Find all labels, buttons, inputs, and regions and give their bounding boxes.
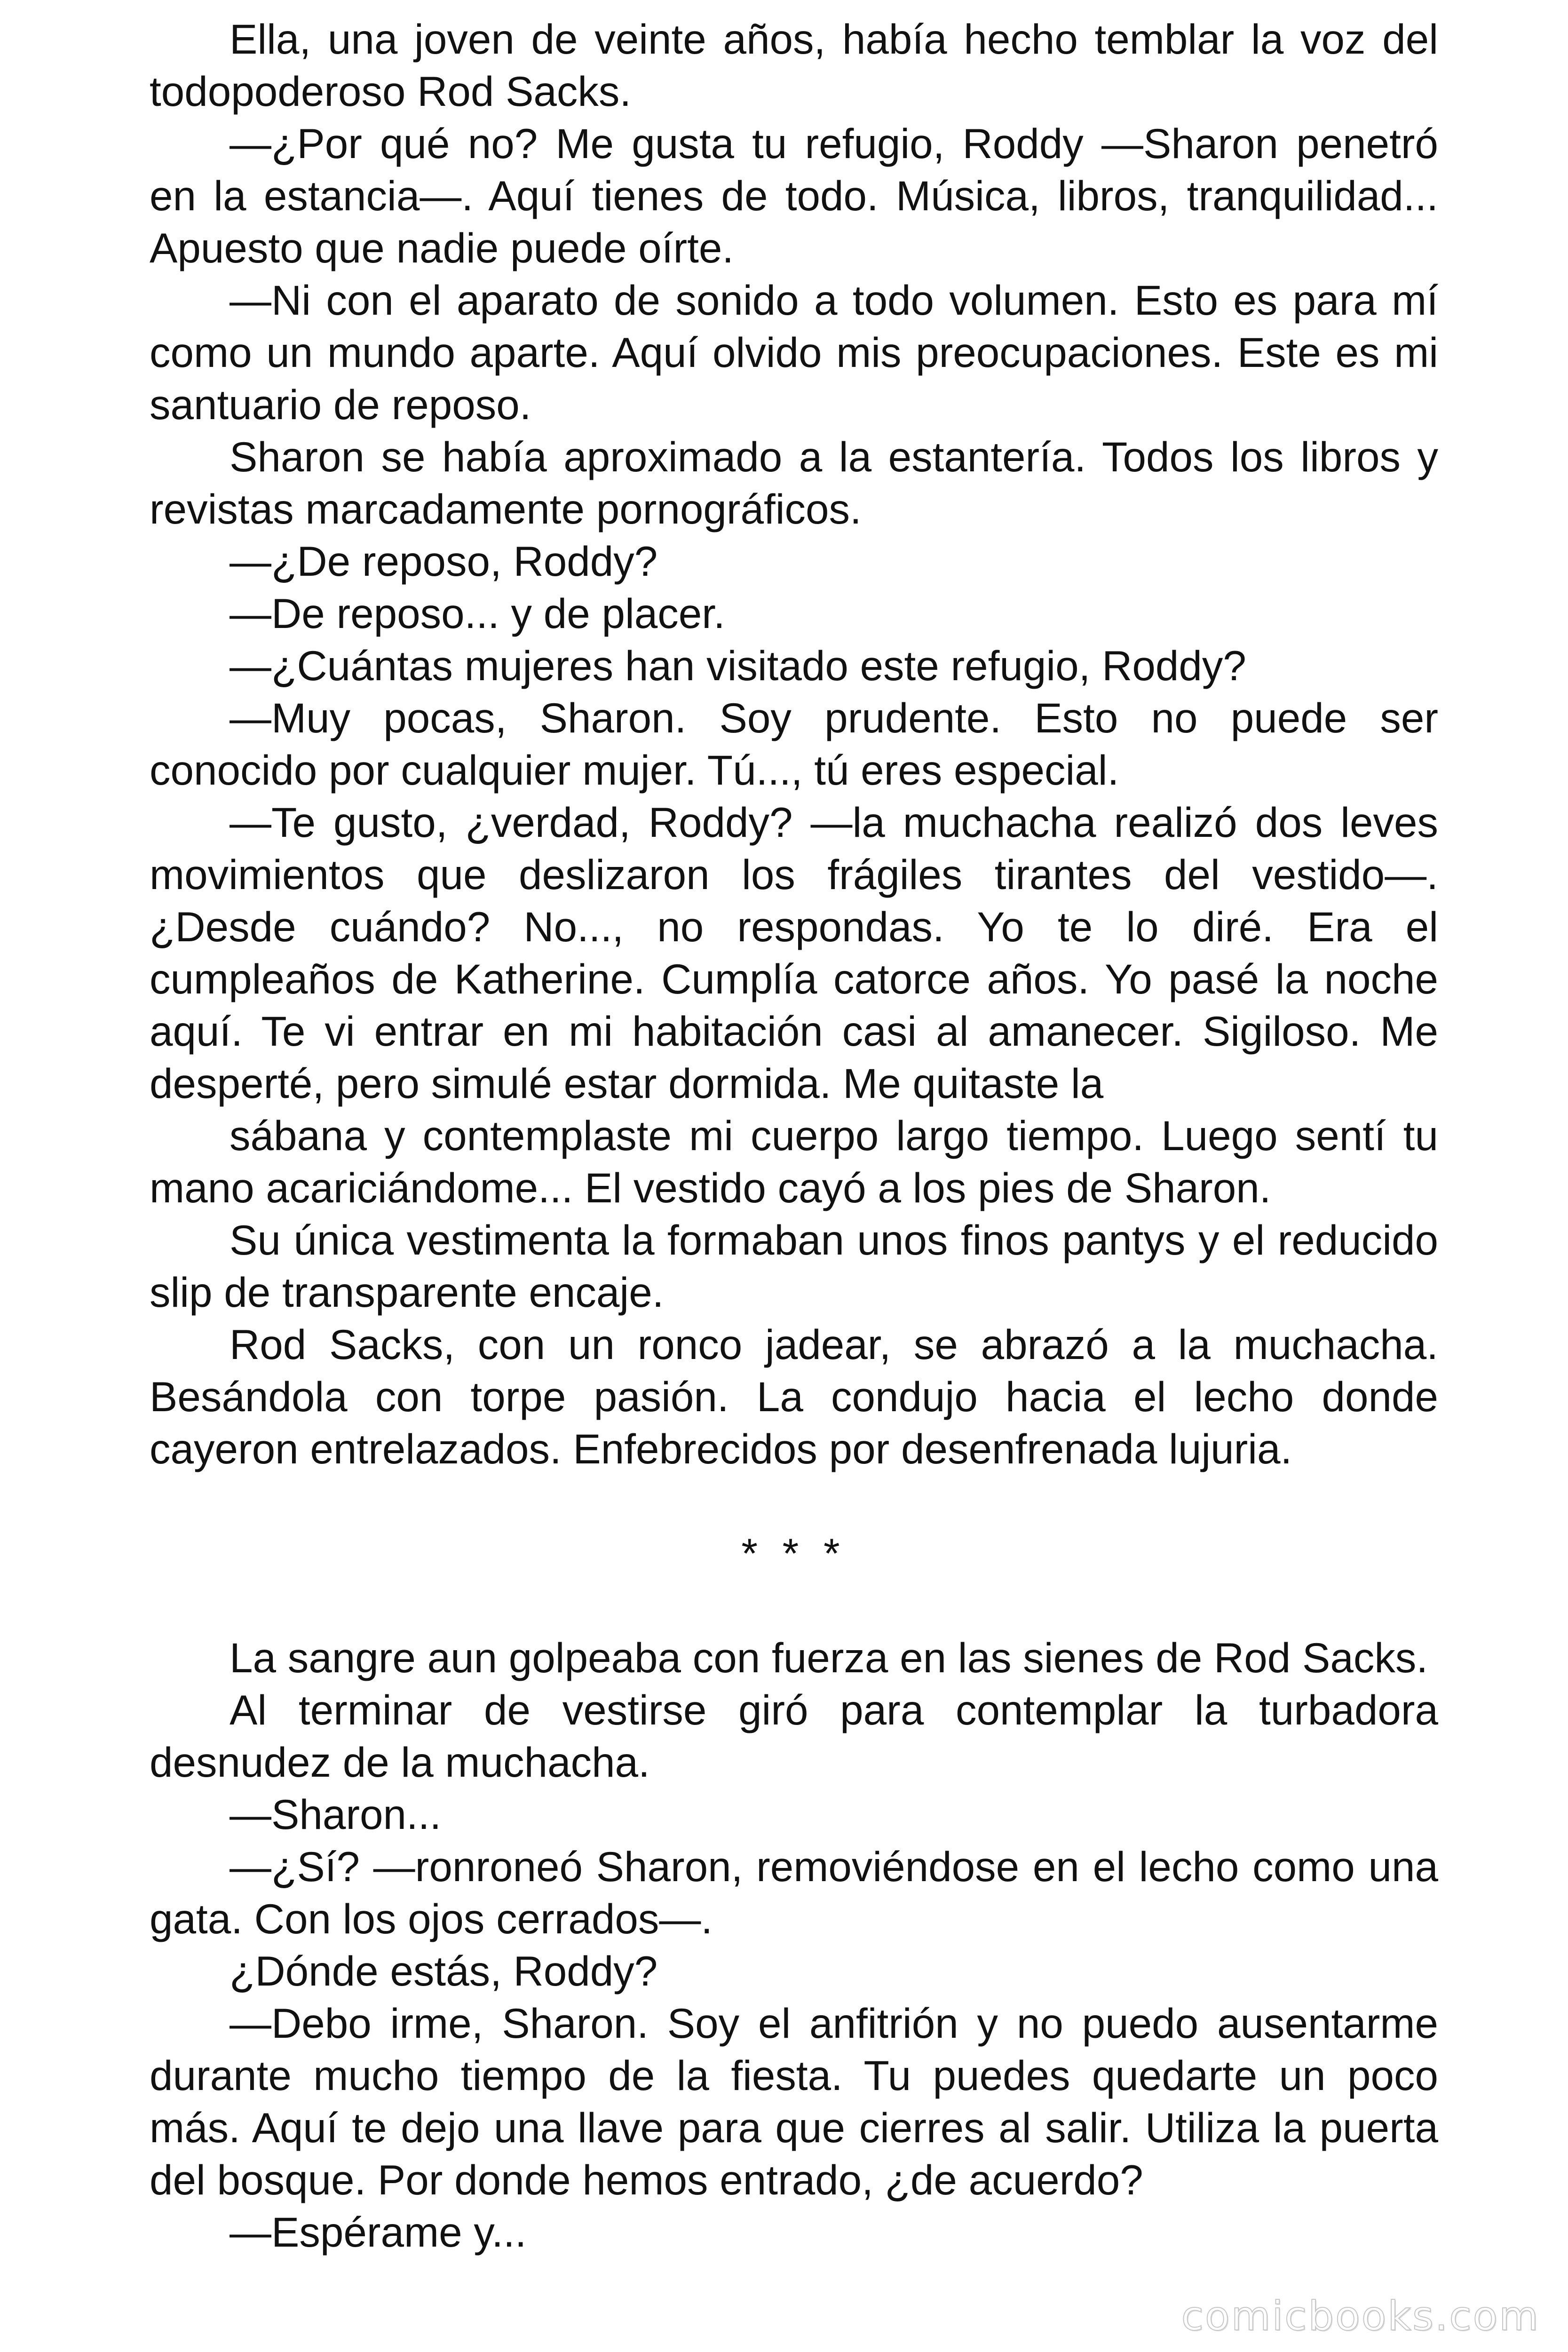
paragraph: —Sharon...	[230, 1791, 442, 1838]
paragraph: —¿Sí? —ronroneó Sharon, removiéndose en el lecho como una gata. Con los ojos cerrados—.	[150, 1843, 1438, 1942]
scene-break: * * *	[741, 1530, 847, 1577]
paragraph: —Debo irme, Sharon. Soy el anfitrión y no puedo ausentarme durante mucho tiempo de la fiesta. Tu puedes quedarte un poco más. Aquí te dejo una llave para que cierres al salir. Utiliza la puerta del bosque. Por donde hemos entrado, ¿de acuerdo?	[150, 2000, 1438, 2203]
paragraph: Al terminar de vestirse giró para contemplar la turbadora desnudez de la muchacha.	[150, 1686, 1438, 1786]
paragraph: Su única vestimenta la formaban unos finos pantys y el reducido slip de transparente encaje.	[150, 1216, 1438, 1316]
paragraph: —¿Por qué no? Me gusta tu refugio, Roddy —Sharon penetró en la estancia—. Aquí tienes de todo. Música, libros, tranquilidad... Apuesto que nadie puede oírte.	[150, 120, 1438, 271]
paragraph: sábana y contemplaste mi cuerpo largo tiempo. Luego sentí tu mano acariciándome... El vestido cayó a los pies de Sharon.	[150, 1112, 1438, 1211]
paragraph: —¿Cuántas mujeres han visitado este refugio, Roddy?	[230, 642, 1246, 689]
paragraph: La sangre aun golpeaba con fuerza en las sienes de Rod Sacks.	[230, 1634, 1428, 1681]
paragraph: —¿De reposo, Roddy?	[230, 538, 658, 585]
site-watermark: comicbooks.com	[1181, 2293, 1540, 2340]
paragraph: —Ni con el aparato de sonido a todo volumen. Esto es para mí como un mundo aparte. Aquí olvido mis preocupaciones. Este es mi santuario de reposo.	[150, 277, 1438, 428]
paragraph: Rod Sacks, con un ronco jadear, se abrazó a la muchacha. Besándola con torpe pasión. La condujo hacia el lecho donde cayeron entrelazados. Enfebrecidos por desenfrenada lujuria.	[150, 1321, 1438, 1472]
paragraph: —Te gusto, ¿verdad, Roddy? —la muchacha realizó dos leves movimientos que deslizaron los frágiles tirantes del vestido—. ¿Desde cuándo? No..., no respondas. Yo te lo diré. Era el cumpleaños de Katherine. Cumplía catorce años. Yo pasé la noche aquí. Te vi entrar en mi habitación casi al amanecer. Sigiloso. Me desperté, pero simulé estar dormida. Me quitaste la	[150, 799, 1438, 1107]
paragraph: —De reposo... y de placer.	[230, 590, 725, 637]
paragraph: Sharon se había aproximado a la estantería. Todos los libros y revistas marcadamente pornográficos.	[150, 433, 1438, 532]
paragraph: Ella, una joven de veinte años, había hecho temblar la voz del todopoderoso Rod Sacks.	[150, 16, 1438, 115]
paragraph: —Espérame y...	[230, 2209, 527, 2256]
body-text	[150, 13, 1438, 2258]
paragraph: ¿Dónde estás, Roddy?	[230, 1947, 658, 1994]
paragraph: —Muy pocas, Sharon. Soy prudente. Esto no puede ser conocido por cualquier mujer. Tú..., tú eres especial.	[150, 694, 1438, 794]
